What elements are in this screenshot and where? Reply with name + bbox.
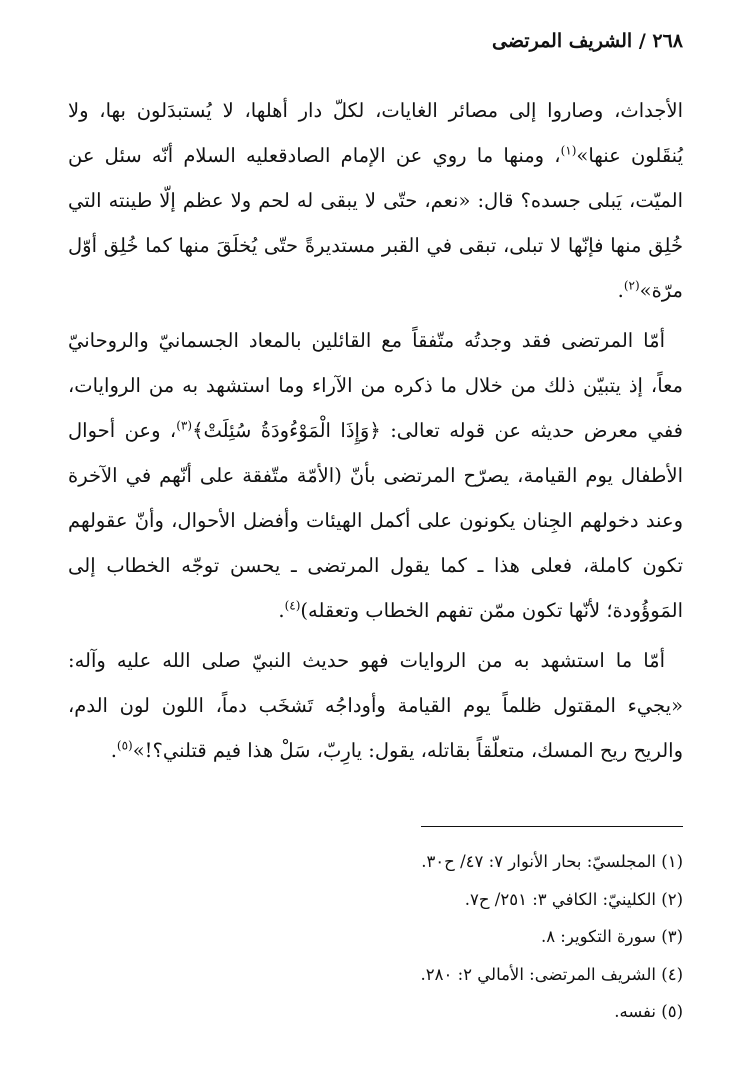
- running-header: [492, 30, 683, 52]
- footnote-divider: [421, 826, 683, 827]
- paragraph: [68, 88, 683, 313]
- paragraph-text: ، ومنها ما روي عن الإمام الصادقعليه السلام أنّه سئل عن الميّت، يَبلى جسده؟ قال: «نعم، حتّى لا يبقى له لحم ولا عظم إلّا طينته التي خُلِق منها فإنّها لا تبلى، تبقى في القبر مستديرةً حتّى يُخلَقَ منها كما خُلِق أوّل مرّة»: [68, 144, 683, 302]
- paragraph-text: .: [110, 739, 117, 762]
- footnotes-list: [68, 843, 683, 1031]
- paragraph: [68, 318, 683, 633]
- page-number: ٢٦٨: [652, 30, 683, 52]
- paragraph-text: أمّا ما استشهد به من الروايات فهو حديث النبيّ صلى الله عليه وآله: «يجيء المقتول ظلماً يوم القيامة وأوداجُه تَشخَب دماً، اللون لون الدم، والريح ريح المسك، متعلّقاً بقاتله، يقول: يارِبّ، سَلْ هذا فيم قتلني؟!»: [68, 649, 683, 762]
- footnote-ref[interactable]: (٤): [284, 598, 301, 613]
- footnote-item: (٣) سورة التكوير: ٨.: [540, 927, 683, 946]
- paragraph-text: أمّا المرتضى فقد وجدتُه متّفقاً مع القائلين بالمعاد الجسمانيّ والروحانيّ معاً، إذ يتبيّن ذلك من خلال ما ذكره من الآراء وما استشهد به من الروايات، ففي معرض حديثه عن قوله تعالى: ﴿وَإِذَا الْمَوْءُودَةُ سُئِلَتْ﴾: [68, 329, 683, 442]
- footnote-item: (٥) نفسه.: [614, 1002, 683, 1021]
- main-text: [68, 88, 683, 773]
- header-separator: /: [632, 30, 653, 52]
- footnote-item: (٤) الشريف المرتضى: الأمالي ٢: ٢٨٠.: [420, 964, 683, 984]
- paragraph-text: .: [278, 599, 285, 622]
- footnote-item: (١) المجلسيّ: بحار الأنوار ٧: ٤٧/ ح٣٠.: [421, 852, 683, 871]
- footnote-ref[interactable]: (٢): [623, 278, 640, 293]
- paragraph-text: .: [617, 279, 624, 302]
- book-title: الشريف المرتضى: [491, 30, 633, 52]
- footnote-ref[interactable]: (١): [560, 143, 577, 158]
- footnote-ref[interactable]: (٣): [176, 418, 193, 433]
- footnote-item: (٢) الكلينيّ: الكافي ٣: ٢٥١/ ح٧.: [464, 889, 683, 909]
- paragraph-text: ، وعن أحوال الأطفال يوم القيامة، يصرّح المرتضى بأنّ (الأمّة متّفقة على أنّهم في الآخرة وعند دخولهم الجِنان يكونون على أكمل الهيئات وأفضل الأحوال، وأنّ عقولهم تكون كاملة، فعلى هذا ـ كما يقول المرتضى ـ يحسن توجّه الخطاب إلى المَوؤُودة؛ لأنّها تكون ممّن تفهم الخطاب وتعقله): [68, 419, 683, 622]
- paragraph: [68, 638, 683, 773]
- paragraph-text: الأجداث، وصاروا إلى مصائر الغايات، لكلّ دار أهلها، لا يُستبدَلون بها، ولا يُنقَلون عنها»: [68, 99, 683, 167]
- footnote-ref[interactable]: (٥): [116, 738, 133, 753]
